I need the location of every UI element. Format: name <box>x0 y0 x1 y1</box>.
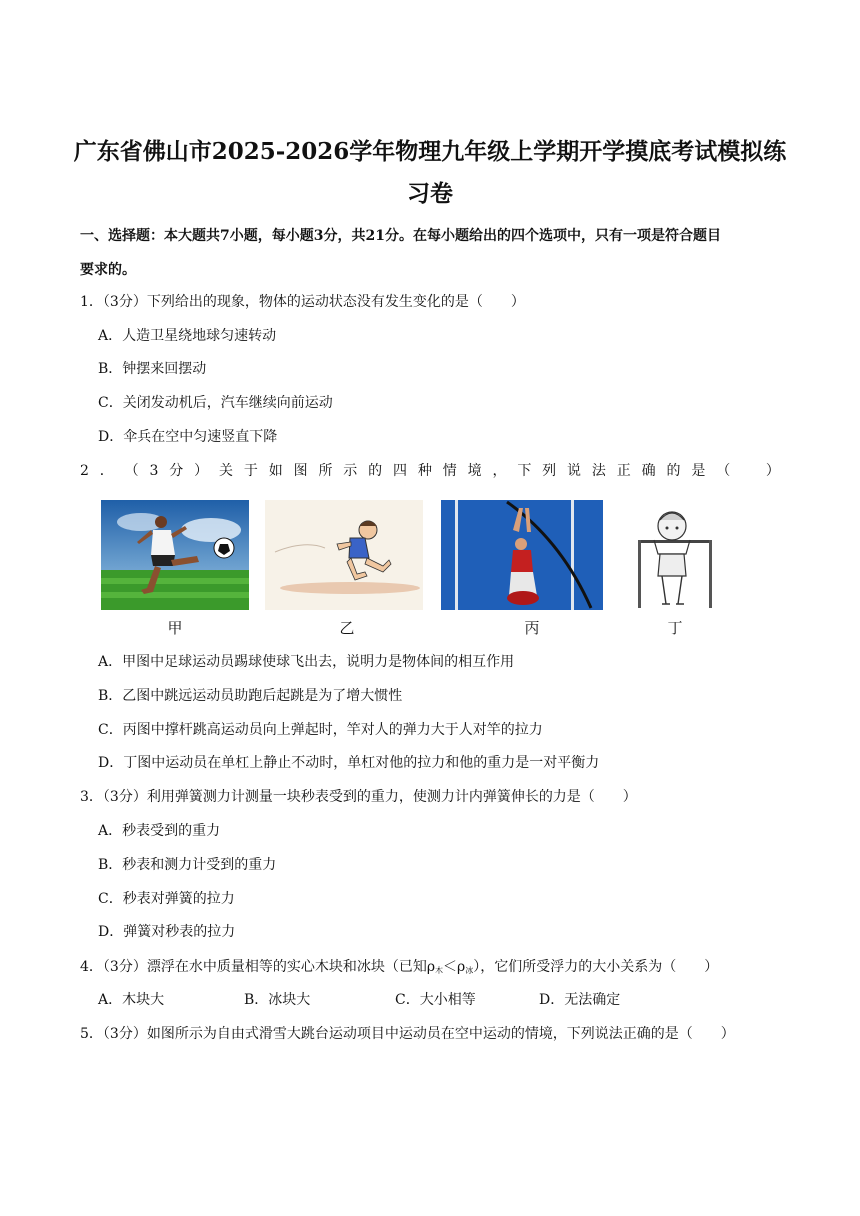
question-2-stem-char: 3 <box>149 463 159 479</box>
question-2-stem-char: 的 <box>368 463 383 479</box>
question-4-stem <box>80 957 718 981</box>
long-jumper-figure <box>265 500 423 610</box>
figure-caption-bing: 丙 <box>524 619 540 637</box>
question-2-stem-char: （ <box>716 463 731 479</box>
horizontal-bar-figure <box>620 500 725 612</box>
figure-caption-yi: 乙 <box>339 619 355 637</box>
question-2-stem-char: 种 <box>417 463 432 479</box>
question-4-subscript-ice: 冰 <box>465 966 474 975</box>
question-4-option-c: C．大小相等 <box>395 992 476 1008</box>
question-4-option-d: D．无法确定 <box>539 992 621 1008</box>
question-3-stem: 3．（3分）利用弹簧测力计测量一块秒表受到的重力，使测力计内弹簧伸长的力是（ ） <box>80 789 637 805</box>
question-2-stem-char: 境 <box>467 463 482 479</box>
exam-title-line2: 习卷 <box>407 180 453 207</box>
question-2-stem-char: 如 <box>268 463 283 479</box>
question-1-option-c: C．关闭发动机后，汽车继续向前运动 <box>98 395 333 411</box>
question-2-stem-char: ） <box>765 463 780 479</box>
figure-caption-jia: 甲 <box>167 619 183 637</box>
question-2-stem-char: 是 <box>691 463 706 479</box>
question-2-stem-char: 四 <box>393 463 408 479</box>
question-3-option-c: C．秒表对弹簧的拉力 <box>98 891 235 907</box>
question-4-stem-part-a: 4．（3分）漂浮在水中质量相等的实心木块和冰块（已知ρ <box>80 959 436 975</box>
question-1-option-d: D．伞兵在空中匀速竖直下降 <box>98 429 278 445</box>
question-2-option-b: B．乙图中跳远运动员助跑后起跳是为了增大惯性 <box>98 688 403 704</box>
question-3-option-b: B．秒表和测力计受到的重力 <box>98 857 277 873</box>
question-2-stem-char: 下 <box>517 463 532 479</box>
question-2-stem-char: 图 <box>293 463 308 479</box>
question-2-stem-char: 说 <box>567 463 582 479</box>
question-2-stem-char: 确 <box>641 463 656 479</box>
question-2-stem-char: 示 <box>343 463 358 479</box>
soccer-player-figure <box>101 500 249 610</box>
question-2-stem-char: 于 <box>243 463 258 479</box>
question-4-option-a: A．木块大 <box>98 992 165 1008</box>
question-3-option-d: D．弹簧对秒表的拉力 <box>98 924 236 940</box>
question-2-stem-char: 列 <box>542 463 557 479</box>
question-3-option-a: A．秒表受到的重力 <box>98 823 221 839</box>
section-heading-line1: 一、选择题：本大题共7小题，每小题3分，共21分。在每小题给出的四个选项中，只有一项是符合题目 <box>80 228 721 244</box>
question-4-stem-part-c: ），它们所受浮力的大小关系为（ ） <box>473 959 719 975</box>
question-2-stem-char: 法 <box>591 463 606 479</box>
question-1-option-b: B．钟摆来回摆动 <box>98 361 207 377</box>
question-5-stem: 5．（3分）如图所示为自由式滑雪大跳台运动项目中运动员在空中运动的情境，下列说法正确的是（ ） <box>80 1026 735 1042</box>
question-2-stem-char: 的 <box>666 463 681 479</box>
figure-caption-ding: 丁 <box>667 619 683 637</box>
question-1-option-a: A．人造卫星绕地球匀速转动 <box>98 328 277 344</box>
question-4-stem-part-b: ＜ρ <box>443 959 466 975</box>
question-2-stem-char: ， <box>492 463 507 479</box>
question-2-stem-char: 情 <box>442 463 457 479</box>
question-4-subscript-wood: 木 <box>435 966 444 975</box>
question-2-stem-char: 2 <box>80 463 89 479</box>
question-2-stem-char: 正 <box>616 463 631 479</box>
question-2-stem <box>80 461 780 481</box>
section-heading-line2: 要求的。 <box>80 262 136 278</box>
question-2-stem-char: ） <box>194 463 209 479</box>
question-1-stem: 1．（3分）下列给出的现象，物体的运动状态没有发生变化的是（ ） <box>80 294 525 310</box>
question-2-stem-char: （ <box>124 463 139 479</box>
exam-title-line1: 广东省佛山市2025-2026学年物理九年级上学期开学摸底考试模拟练 <box>73 138 787 165</box>
question-2-stem-char: 所 <box>318 463 333 479</box>
question-4-option-b: B．冰块大 <box>244 992 311 1008</box>
question-2-stem-char: 关 <box>219 463 233 479</box>
pole-vaulter-figure <box>441 500 603 610</box>
question-2-stem-char <box>741 461 755 481</box>
question-2-option-c: C．丙图中撑杆跳高运动员向上弹起时，竿对人的弹力大于人对竿的拉力 <box>98 722 543 738</box>
question-2-option-d: D．丁图中运动员在单杠上静止不动时，单杠对他的拉力和他的重力是一对平衡力 <box>98 755 600 771</box>
question-2-stem-char: ． <box>99 463 114 479</box>
question-2-option-a: A．甲图中足球运动员踢球使球飞出去，说明力是物体间的相互作用 <box>98 654 515 670</box>
question-2-stem-char: 分 <box>169 463 184 479</box>
